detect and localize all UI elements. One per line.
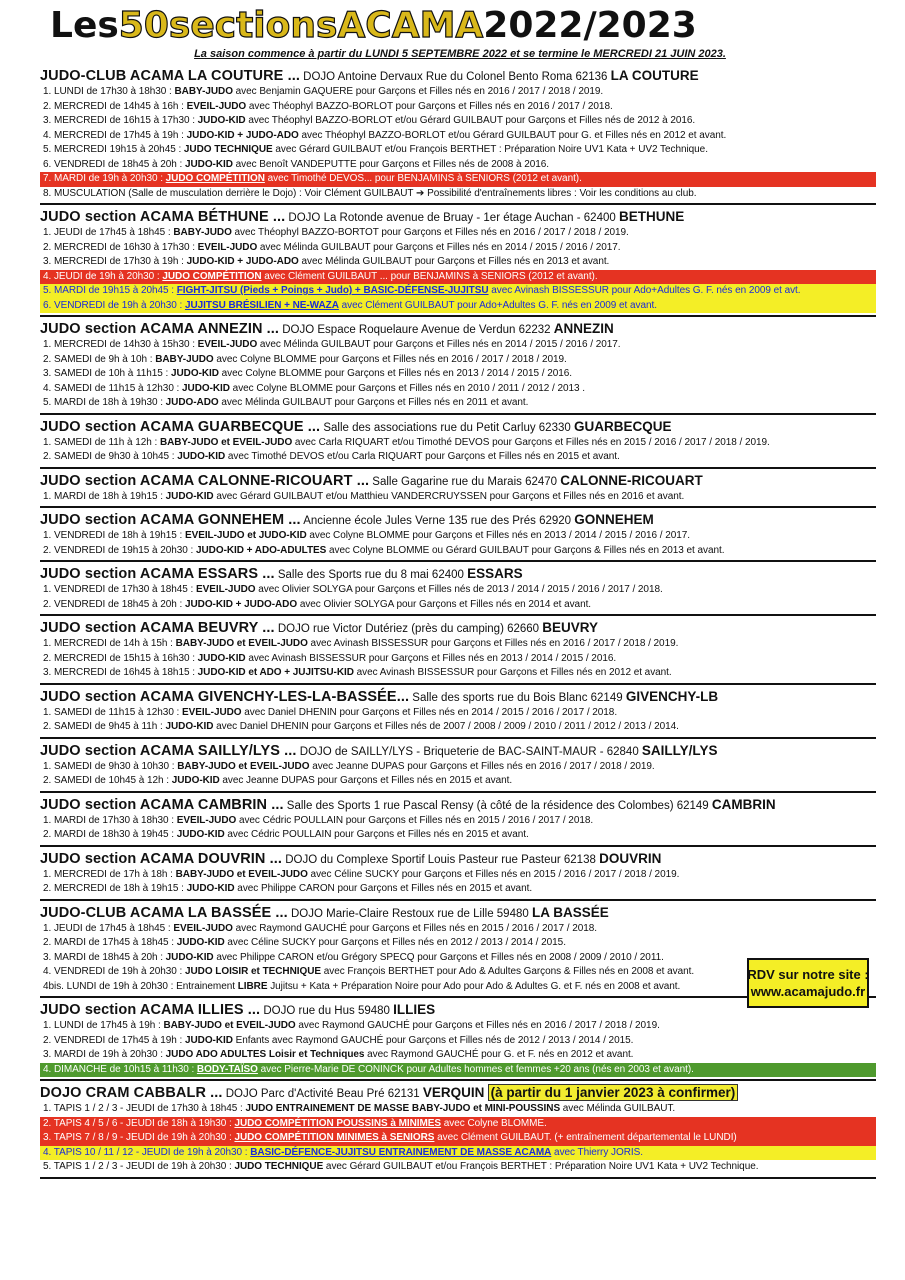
page-title [50, 6, 870, 46]
activity-name: BABY-JUDO et EVEIL-JUDO [175, 868, 308, 880]
schedule-time: 3. MARDI de 19h à 20h30 : [43, 1049, 166, 1060]
section-address: DOJO Espace Roquelaure Avenue de Verdun 62232 [279, 324, 554, 336]
schedule-time: 4. TAPIS 10 / 11 / 12 - JEUDI de 19h à 20h30 : [43, 1146, 251, 1158]
sections-list [40, 64, 876, 1179]
section-address: DOJO rue du Hus 59480 [260, 1005, 394, 1017]
section-header [40, 66, 876, 85]
activity-name: BASIC-DÉFENCE-JUJITSU ENTRAINEMENT DE MASSE ACAMA [250, 1146, 552, 1158]
schedule-line [40, 490, 876, 505]
schedule-line [40, 129, 876, 144]
section-name: JUDO section ACAMA ILLIES ... [40, 1002, 261, 1018]
activity-name: JUDO-KID [171, 368, 219, 379]
activity-name: JUDO COMPÉTITION POUSSINS à MINIMES [234, 1117, 442, 1129]
schedule-line [40, 922, 876, 937]
activity-name: JUDO-KID [165, 490, 214, 502]
schedule-details: avec Gérard GUILBAUT et/ou Matthieu VANDERCRUYSSEN pour Garçons et Filles nés en 2016 et avant. [213, 490, 685, 502]
section-address: DOJO Parc d'Activité Beau Pré 62131 [222, 1088, 423, 1100]
section-header [40, 849, 876, 868]
schedule-details: avec Avinash BISSESSUR pour Garçons et Filles nés en 2013 / 2014 / 2015 / 2016. [245, 652, 617, 664]
schedule-line [40, 882, 876, 897]
schedule-details: avec Mélinda GUILBAUT pour Garçons et Filles nés en 2014 / 2015 / 2016 / 2017. [257, 339, 621, 350]
schedule-line [40, 158, 876, 173]
schedule-time: 4bis. LUNDI de 19h à 20h30 : Entrainement [43, 980, 238, 992]
activity-name: JUDO-KID [186, 883, 235, 894]
section-header [40, 417, 876, 436]
schedule-time: 8. MUSCULATION (Salle de musculation derrière le Dojo) : Voir Clément GUILBAUT ➔ Possibilité d'entraînements libres : Voir les conditions au club. [43, 187, 697, 199]
schedule-line [40, 382, 876, 397]
activity-name: BABY-JUDO [173, 227, 232, 238]
schedule-line [40, 85, 876, 100]
club-section [40, 317, 876, 415]
schedule-line [40, 1131, 876, 1146]
schedule-details: avec Philippe CARON pour Garçons et Filles nés en 2015 et avant. [234, 883, 533, 894]
section-address: Salle des associations rue du Petit Carluy 62330 [320, 421, 574, 434]
schedule-line [40, 666, 876, 681]
schedule-time: 2. MERCREDI de 14h45 à 16h : [43, 100, 187, 112]
schedule-details: avec Clément GUILBAUT ... pour BENJAMINS à SENIORS (2012 et avant). [261, 270, 598, 282]
schedule-details: avec Mélinda GUILBAUT pour Garçons et Filles nés en 2013 et avant. [298, 256, 610, 267]
activity-name: EVEIL-JUDO [182, 706, 242, 718]
schedule-time: 1. MARDI de 17h30 à 18h30 : [43, 814, 177, 826]
schedule-line [40, 436, 876, 451]
schedule-details: avec Colyne BLOMME pour Garçons et Filles nés en 2013 / 2014 / 2015 / 2016. [218, 368, 573, 379]
schedule-time: 2. SAMEDI de 9h à 10h : [43, 353, 156, 365]
schedule-line [40, 299, 876, 314]
schedule-line [40, 114, 876, 129]
schedule-time: 2. SAMEDI de 9h30 à 10h45 : [43, 451, 178, 462]
activity-name: JUDO COMPÉTITION [165, 173, 265, 184]
schedule-details: avec Colyne BLOMME. [441, 1117, 547, 1129]
schedule-line [40, 828, 876, 843]
activity-name: JUDO-KID [184, 1034, 233, 1046]
schedule-time: 1. TAPIS 1 / 2 / 3 - JEUDI de 17h30 à 18h45 : [43, 1103, 246, 1114]
website-callout[interactable] [747, 958, 869, 1008]
website-link[interactable]: www.acamajudo.fr [750, 984, 866, 999]
schedule-time: 1. JEUDI de 17h45 à 18h45 : [43, 227, 174, 238]
schedule-line [40, 187, 876, 202]
activity-name: BABY-JUDO et EVEIL-JUDO [159, 436, 293, 448]
activity-name: JUDO-KID + JUDO-ADO [186, 256, 299, 267]
section-header [40, 564, 876, 583]
schedule-time: 2. SAMEDI de 10h45 à 12h : [43, 775, 172, 786]
schedule-time: 5. MERCREDI 19h15 à 20h45 : [43, 144, 184, 155]
schedule-details: avec Colyne BLOMME ou Gérard GUILBAUT pour Garçons & Filles nés en 2013 et avant. [326, 544, 725, 556]
schedule-line [40, 760, 876, 775]
section-name: JUDO section ACAMA GUARBECQUE ... [40, 418, 321, 435]
activity-name: JUDO-KID [182, 382, 230, 394]
schedule-time: 4. JEUDI de 19h à 20h30 : [43, 270, 163, 282]
section-address: Salle Gagarine rue du Marais 62470 [369, 475, 561, 488]
section-city: ANNEZIN [553, 321, 614, 336]
section-city: GONNEHEM [574, 512, 654, 527]
schedule-time: 6. VENDREDI de 18h45 à 20h : [43, 158, 185, 170]
schedule-time: 2. MARDI de 18h30 à 19h45 : [43, 829, 177, 840]
activity-name: LIBRE [237, 980, 268, 992]
schedule-line [40, 1160, 876, 1175]
section-name: JUDO section ACAMA BÉTHUNE ... [40, 209, 286, 225]
schedule-time: 2. SAMEDI de 9h45 à 11h : [43, 721, 166, 732]
schedule-time: 3. MARDI de 18h45 à 20h : [43, 951, 166, 963]
section-address: Ancienne école Jules Verne 135 rue des Prés 62920 [300, 515, 575, 527]
schedule-details: avec Benoît VANDEPUTTE pour Garçons et Filles nés de 2008 à 2016. [232, 158, 550, 170]
schedule-details: avec Carla RIQUART et/ou Timothé DEVOS pour Garçons et Filles nés en 2015 / 2016 / 2017 / 2018 / 2019. [292, 436, 770, 448]
schedule-details: avec Pierre-Marie DE CONINCK pour Adultes hommes et femmes +20 ans (nés en 2003 et avant). [257, 1063, 694, 1075]
schedule-line [40, 1102, 876, 1117]
section-name: JUDO-CLUB ACAMA LA COUTURE ... [40, 68, 300, 84]
schedule-details: avec Colyne BLOMME pour Garçons et Filles nés en 2013 / 2014 / 2015 / 2016 / 2017. [306, 530, 690, 541]
activity-name: JUDO-KID [171, 775, 220, 786]
section-city: ESSARS [467, 566, 523, 581]
activity-name: BABY-JUDO et EVEIL-JUDO [175, 638, 308, 649]
schedule-time: 2. MERCREDI de 18h à 19h15 : [43, 883, 187, 894]
activity-name: JUDO-KID [165, 721, 214, 732]
section-header [40, 618, 876, 637]
section-city: LA BASSÉE [531, 904, 609, 920]
activity-name: BABY-JUDO et EVEIL-JUDO [177, 760, 310, 772]
schedule-details: avec Colyne BLOMME pour Garçons et Filles nés en 2010 / 2011 / 2012 / 2013 . [229, 382, 586, 394]
schedule-line [40, 396, 876, 411]
schedule-details: avec Clément GUILBAUT. (+ entraînement départemental le LUNDI) [434, 1132, 737, 1143]
schedule-line [40, 706, 876, 721]
club-section [40, 415, 876, 469]
section-city: GIVENCHY-LB [625, 688, 719, 704]
schedule-details: avec Philippe CARON et/ou Grégory SPECQ pour Garçons et Filles nés en 2008 / 2009 / 2010 / 2011. [213, 951, 664, 963]
section-name: JUDO section ACAMA CAMBRIN ... [40, 796, 284, 813]
schedule-line [40, 1019, 876, 1034]
schedule-details: avec Mélinda GUILBAUT pour Garçons et Filles nés en 2011 et avant. [218, 397, 529, 408]
section-address: DOJO La Rotonde avenue de Bruay - 1er étage Auchan - 62400 [285, 212, 619, 224]
schedule-details: avec Raymond GAUCHÉ pour Garçons et Filles nés en 2015 / 2016 / 2017 / 2018. [232, 922, 598, 934]
title-word-season: 2022/2023 [483, 5, 697, 46]
activity-name: JUDO-KID + JUDO-ADO [186, 129, 299, 141]
schedule-time: 3. MERCREDI de 17h30 à 19h : [43, 256, 187, 267]
schedule-line [40, 172, 876, 187]
activity-name: JUDO-KID [176, 829, 225, 840]
section-city: ILLIES [393, 1002, 436, 1017]
schedule-time: 1. SAMEDI de 11h15 à 12h30 : [43, 706, 183, 718]
schedule-details: Enfants avec Raymond GAUCHÉ pour Garçons et Filles nés de 2012 / 2013 / 2014 / 2015. [232, 1034, 634, 1046]
section-address: DOJO Antoine Dervaux Rue du Colonel Bento Roma 62136 [299, 71, 611, 83]
club-section [40, 64, 876, 205]
schedule-line [40, 100, 876, 115]
activity-name: JUDO-KID [177, 451, 226, 462]
section-city: LA COUTURE [610, 68, 699, 83]
schedule-details: avec Théophyl BAZZO-BORTOT pour Garçons et Filles nés en 2016 / 2017 / 2018 / 2019. [231, 227, 629, 238]
schedule-line [40, 598, 876, 613]
section-header [40, 741, 876, 760]
activity-name: JUDO-KID [165, 951, 214, 963]
website-callout-label: RDV sur notre site : [747, 967, 869, 982]
club-section [40, 562, 876, 616]
activity-name: JUDO-KID et ADO + JUJITSU-KID [197, 667, 354, 678]
section-city: CAMBRIN [711, 796, 776, 812]
schedule-details: avec Théophyl BAZZO-BORLOT et/ou Gérard GUILBAUT pour Garçons et Filles nés de 2012 à 2016. [245, 115, 696, 126]
section-header [40, 471, 876, 490]
schedule-details: avec Avinash BISSESSUR pour Garçons et Filles nés en 2016 / 2017 / 2018 / 2019. [307, 638, 679, 649]
schedule-details: avec Timothé DEVOS... pour BENJAMINS à SENIORS (2012 et avant). [264, 173, 582, 184]
activity-name: JUDO-KID + ADO-ADULTES [196, 544, 327, 556]
schedule-time: 5. MARDI de 18h à 19h30 : [43, 397, 166, 408]
schedule-line [40, 255, 876, 270]
activity-name: EVEIL-JUDO [197, 339, 258, 350]
section-name: JUDO section ACAMA DOUVRIN ... [40, 850, 283, 867]
activity-name: JUDO LOISIR et TECHNIQUE [184, 966, 322, 977]
schedule-line [40, 529, 876, 544]
activity-name: JUJITSU BRÉSILIEN + NE-WAZA [184, 299, 339, 311]
section-name: JUDO section ACAMA BEUVRY ... [40, 620, 275, 636]
schedule-line [40, 936, 876, 951]
section-city: BETHUNE [618, 209, 685, 224]
section-header [40, 795, 876, 814]
section-address: Salle des Sports 1 rue Pascal Rensy (à côté de la résidence des Colombes) 62149 [283, 799, 712, 812]
activity-name: JUDO-KID + JUDO-ADO [184, 598, 298, 610]
schedule-time: 2. MARDI de 17h45 à 18h45 : [43, 937, 177, 948]
section-address: DOJO rue Victor Dutériez (près du camping) 62660 [274, 623, 543, 635]
schedule-line [40, 868, 876, 883]
section-header [40, 319, 876, 338]
section-city: DOUVRIN [599, 850, 662, 866]
schedule-time: 1. MERCREDI de 14h à 15h : [43, 638, 176, 649]
schedule-time: 2. VENDREDI de 17h45 à 19h : [43, 1034, 185, 1046]
activity-name: JUDO COMPÉTITION MINIMES à SENIORS [234, 1132, 435, 1143]
activity-name: EVEIL-JUDO [173, 922, 233, 934]
schedule-time: 1. JEUDI de 17h45 à 18h45 : [43, 922, 174, 934]
schedule-details: avec Raymond GAUCHÉ pour Garçons et Filles nés en 2016 / 2017 / 2018 / 2019. [295, 1020, 660, 1031]
activity-name: EVEIL-JUDO et JUDO-KID [184, 530, 307, 541]
schedule-time: 1. LUNDI de 17h30 à 18h30 : [43, 86, 175, 97]
section-header [40, 687, 876, 706]
activity-name: EVEIL-JUDO [186, 100, 247, 112]
schedule-line [40, 637, 876, 652]
schedule-details: avec Daniel DHENIN pour Garçons et Filles nés de 2007 / 2008 / 2009 / 2010 / 2011 / 2012 / 2013 / 2014. [213, 721, 679, 732]
activity-name: JUDO-ADO [165, 397, 219, 408]
schedule-time: 6. VENDREDI de 19h à 20h30 : [43, 299, 185, 311]
activity-name: BABY-JUDO et EVEIL-JUDO [163, 1020, 296, 1031]
activity-name: JUDO-KID [184, 158, 233, 170]
schedule-details: avec Théophyl BAZZO-BORLOT pour Garçons et Filles nés en 2016 / 2017 / 2018. [246, 100, 613, 112]
schedule-details: Jujitsu + Kata + Préparation Noire pour Ado pour Ado & Adultes G. et F. nés en 2008 et avant. [267, 980, 681, 992]
club-section [40, 1081, 876, 1179]
club-section [40, 998, 876, 1081]
section-city: GUARBECQUE [573, 418, 672, 434]
schedule-details: avec François BERTHET pour Ado & Adultes Garçons & Filles nés en 2008 et avant. [321, 966, 695, 977]
section-header [40, 903, 876, 922]
schedule-time: 3. MERCREDI de 16h45 à 18h15 : [43, 667, 198, 678]
schedule-time: 4. VENDREDI de 19h à 20h30 : [43, 966, 185, 977]
section-name: JUDO-CLUB ACAMA LA BASSÉE ... [40, 904, 288, 921]
activity-name: JUDO-KID [197, 652, 246, 664]
activity-name: JUDO-KID [176, 937, 225, 948]
schedule-details: avec Mélinda GUILBAUT pour Garçons et Filles nés en 2014 / 2015 / 2016 / 2017. [257, 241, 621, 253]
schedule-details: avec Jeanne DUPAS pour Garçons et Filles nés en 2016 / 2017 / 2018 / 2019. [309, 760, 655, 772]
schedule-time: 1. MERCREDI de 17h à 18h : [43, 868, 176, 880]
section-header [40, 207, 876, 226]
schedule-time: 1. SAMEDI de 9h30 à 10h30 : [43, 760, 178, 772]
club-section [40, 685, 876, 739]
schedule-time: 2. VENDREDI de 18h45 à 20h : [43, 598, 185, 610]
schedule-time: 5. MARDI de 19h15 à 20h45 : [43, 285, 177, 296]
schedule-details: avec Céline SUCKY pour Garçons et Filles nés en 2015 / 2016 / 2017 / 2018 / 2019. [307, 868, 680, 880]
schedule-details: avec Mélinda GUILBAUT. [560, 1103, 676, 1114]
schedule-details: avec Cédric POULLAIN pour Garçons et Filles nés en 2015 / 2016 / 2017 / 2018. [236, 814, 594, 826]
schedule-time: 4. MERCREDI de 17h45 à 19h : [43, 129, 187, 141]
schedule-line [40, 367, 876, 382]
section-name: JUDO section ACAMA GIVENCHY-LES-LA-BASSÉE... [40, 688, 410, 705]
schedule-time: 5. TAPIS 1 / 2 / 3 - JEUDI de 19h à 20h30 : [43, 1161, 235, 1172]
schedule-line [40, 1146, 876, 1161]
section-name: JUDO section ACAMA SAILLY/LYS ... [40, 742, 297, 759]
schedule-line [40, 652, 876, 667]
title-word-sections: sections [168, 5, 338, 46]
schedule-line [40, 241, 876, 256]
section-header [40, 1083, 876, 1102]
schedule-time: 3. MERCREDI de 16h15 à 17h30 : [43, 115, 198, 126]
club-section [40, 793, 876, 847]
schedule-time: 3. SAMEDI de 10h à 11h15 : [43, 368, 171, 379]
club-section [40, 508, 876, 562]
section-name: JUDO section ACAMA ESSARS ... [40, 566, 275, 582]
schedule-details: avec Céline SUCKY pour Garçons et Filles nés en 2012 / 2013 / 2014 / 2015. [224, 937, 566, 948]
section-header [40, 510, 876, 529]
activity-name: FIGHT-JITSU (Pieds + Poings + Judo) + BASIC-DÉFENSE-JUJITSU [176, 285, 489, 296]
schedule-time: 7. MARDI de 19h à 20h30 : [43, 173, 166, 184]
schedule-line [40, 270, 876, 285]
schedule-time: 2. TAPIS 4 / 5 / 6 - JEUDI de 18h à 19h30 : [43, 1117, 235, 1129]
schedule-details: avec Jeanne DUPAS pour Garçons et Filles nés en 2015 et avant. [219, 775, 513, 786]
schedule-time: 1. VENDREDI de 18h à 19h15 : [43, 530, 185, 541]
schedule-details: avec Théophyl BAZZO-BORLOT et/ou Gérard GUILBAUT pour G. et Filles nés en 2012 et avant. [298, 129, 727, 141]
schedule-details: avec Thierry JORIS. [551, 1146, 643, 1158]
section-city: SAILLY/LYS [641, 742, 718, 758]
section-note: (à partir du 1 janvier 2023 à confirmer) [488, 1084, 739, 1101]
section-address: DOJO du Complexe Sportif Louis Pasteur rue Pasteur 62138 [282, 853, 600, 866]
schedule-details: avec Gérard GUILBAUT et/ou François BERTHET : Préparation Noire UV1 Kata + UV2 Technique. [272, 144, 708, 155]
section-address: DOJO Marie-Claire Restoux rue de Lille 59480 [287, 907, 532, 920]
season-dates: La saison commence à partir du LUNDI 5 SEPTEMBRE 2022 et se termine le MERCREDI 21 JUIN 2023. [194, 48, 726, 60]
schedule-line [40, 450, 876, 465]
schedule-line [40, 284, 876, 299]
club-section [40, 616, 876, 685]
schedule-time: 4. DIMANCHE de 10h15 à 11h30 : [43, 1063, 197, 1075]
schedule-details: avec Colyne BLOMME pour Garçons et Filles nés en 2016 / 2017 / 2018 / 2019. [213, 353, 567, 365]
activity-name: JUDO TECHNIQUE [183, 144, 273, 155]
schedule-details: avec Clément GUILBAUT pour Ado+Adultes G. F. nés en 2009 et avant. [338, 299, 657, 311]
schedule-details: avec Cédric POULLAIN pour Garçons et Filles nés en 2015 et avant. [224, 829, 529, 840]
activity-name: BODY-TAÏSO [196, 1063, 258, 1075]
title-word-50: 50 [118, 5, 169, 46]
activity-name: EVEIL-JUDO [196, 584, 256, 595]
schedule-line [40, 226, 876, 241]
club-section [40, 205, 876, 317]
schedule-time: 2. VENDREDI de 19h15 à 20h30 : [43, 544, 196, 556]
schedule-time: 2. MERCREDI de 16h30 à 17h30 : [43, 241, 198, 253]
schedule-time: 1. MARDI de 18h à 19h15 : [43, 490, 166, 502]
schedule-line [40, 1063, 876, 1078]
schedule-line [40, 544, 876, 559]
schedule-details: avec Timothé DEVOS et/ou Carla RIQUART pour Garçons et Filles nés en 2015 et avant. [225, 451, 620, 462]
schedule-time: 4. SAMEDI de 11h15 à 12h30 : [43, 382, 183, 394]
activity-name: JUDO ADO ADULTES Loisir et Techniques [165, 1049, 365, 1060]
schedule-time: 1. MERCREDI de 14h30 à 15h30 : [43, 339, 198, 350]
schedule-line [40, 143, 876, 158]
schedule-details: avec Benjamin GAQUERE pour Garçons et Filles nés en 2016 / 2017 / 2018 / 2019. [232, 86, 604, 97]
schedule-time: 2. MERCREDI de 15h15 à 16h30 : [43, 652, 198, 664]
schedule-details: avec Olivier SOLYGA pour Garçons et Filles nés de 2013 / 2014 / 2015 / 2016 / 2017 / 2018. [255, 584, 663, 595]
schedule-details: avec Gérard GUILBAUT et/ou François BERTHET : Préparation Noire UV1 Kata + UV2 Technique. [323, 1161, 759, 1172]
activity-name: JUDO-KID [197, 115, 246, 126]
title-word-acama: ACAMA [337, 5, 484, 46]
schedule-line [40, 353, 876, 368]
title-word-les: Les [50, 5, 119, 46]
schedule-line [40, 814, 876, 829]
activity-name: JUDO TECHNIQUE [234, 1161, 324, 1172]
section-city: BEUVRY [542, 620, 599, 635]
schedule-time: 1. LUNDI de 17h45 à 19h : [43, 1020, 164, 1031]
activity-name: EVEIL-JUDO [197, 241, 258, 253]
schedule-line [40, 1048, 876, 1063]
schedule-time: 3. TAPIS 7 / 8 / 9 - JEUDI de 19h à 20h30 : [43, 1132, 235, 1143]
section-address: Salle des Sports rue du 8 mai 62400 [274, 569, 468, 581]
section-city: VERQUIN [422, 1085, 485, 1100]
schedule-details: avec Daniel DHENIN pour Garçons et Filles nés en 2014 / 2015 / 2016 / 2017 / 2018. [241, 706, 618, 718]
section-name: JUDO section ACAMA CALONNE-RICOUART ... [40, 472, 370, 489]
schedule-line [40, 1034, 876, 1049]
activity-name: BABY-JUDO [155, 353, 214, 365]
section-city: CALONNE-RICOUART [560, 472, 703, 488]
schedule-details: avec Avinash BISSESSUR pour Ado+Adultes G. F. nés en 2009 et avt. [488, 285, 801, 296]
schedule-details: avec Avinash BISSESSUR pour Garçons et Filles nés en 2012 et avant. [353, 667, 672, 678]
section-name: JUDO section ACAMA GONNEHEM ... [40, 512, 301, 528]
section-address: Salle des sports rue du Bois Blanc 62149 [409, 691, 626, 704]
section-address: DOJO de SAILLY/LYS - Briqueterie de BAC-SAINT-MAUR - 62840 [296, 745, 642, 758]
activity-name: EVEIL-JUDO [176, 814, 237, 826]
schedule-line [40, 583, 876, 598]
schedule-details: avec Olivier SOLYGA pour Garçons et Filles nés en 2014 et avant. [297, 598, 592, 610]
section-name: JUDO section ACAMA ANNEZIN ... [40, 321, 280, 337]
activity-name: JUDO COMPÉTITION [162, 270, 262, 282]
schedule-line [40, 338, 876, 353]
club-section [40, 469, 876, 509]
schedule-time: 1. VENDREDI de 17h30 à 18h45 : [43, 584, 196, 595]
schedule-line [40, 1117, 876, 1132]
club-section [40, 739, 876, 793]
activity-name: JUDO ENTRAINEMENT DE MASSE BABY-JUDO et MINI-POUSSINS [245, 1103, 561, 1114]
schedule-time: 1. SAMEDI de 11h à 12h : [43, 436, 160, 448]
club-section [40, 847, 876, 901]
section-name: DOJO CRAM CABBALR ... [40, 1085, 223, 1101]
activity-name: BABY-JUDO [174, 86, 233, 97]
schedule-details: avec Raymond GAUCHÉ pour G. et F. nés en 2012 et avant. [364, 1049, 634, 1060]
schedule-line [40, 720, 876, 735]
schedule-line [40, 774, 876, 789]
